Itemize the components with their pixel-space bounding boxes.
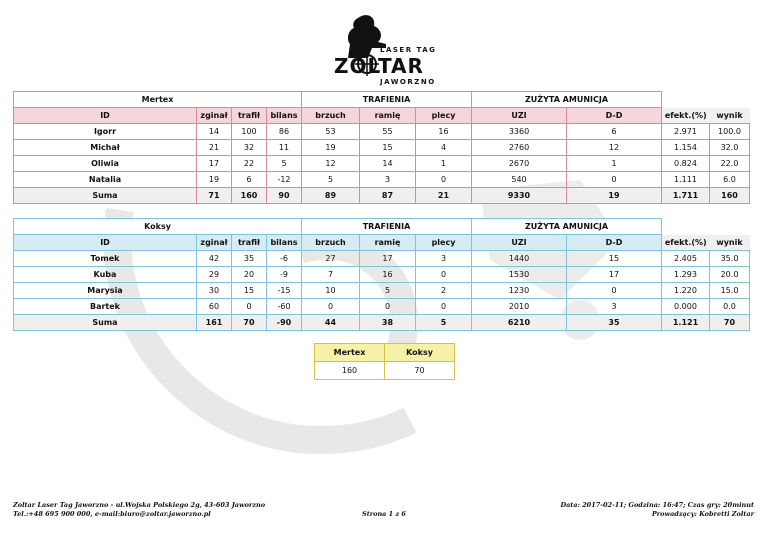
team-table-koksy [13, 218, 750, 331]
cell: 100 [232, 124, 267, 140]
cell: 1.220 [662, 283, 710, 299]
cell: 86 [267, 124, 302, 140]
col-header: ramię [360, 108, 416, 124]
cell: 15 [360, 140, 416, 156]
cell: 32 [232, 140, 267, 156]
cell: 55 [360, 124, 416, 140]
cell: 6.0 [710, 172, 750, 188]
table-row [14, 251, 750, 267]
cell: 3360 [472, 124, 567, 140]
sum-cell: 5 [416, 315, 472, 331]
sum-cell: 1.711 [662, 188, 710, 204]
cell: 15 [567, 251, 662, 267]
cell: 540 [472, 172, 567, 188]
cell: 5 [302, 172, 360, 188]
sum-cell: -90 [267, 315, 302, 331]
footer-date-line: Data: 2017-02-11; Godzina: 16:47; Czas gry: 20minut [560, 501, 754, 509]
col-header: UZI [472, 108, 567, 124]
cell: 1.293 [662, 267, 710, 283]
cell: 1 [416, 156, 472, 172]
table-row [14, 124, 750, 140]
cell: -6 [267, 251, 302, 267]
col-header: bilans [267, 235, 302, 251]
cell: 0 [416, 172, 472, 188]
cell: 0 [232, 299, 267, 315]
cell: -60 [267, 299, 302, 315]
footer-game-info [560, 501, 754, 519]
cell: 30 [197, 283, 232, 299]
cell: 11 [267, 140, 302, 156]
col-header: ID [14, 108, 197, 124]
cell: 15.0 [710, 283, 750, 299]
cell: 7 [302, 267, 360, 283]
cell: 0.0 [710, 299, 750, 315]
cell: 15 [232, 283, 267, 299]
cell: 6 [232, 172, 267, 188]
table-row [14, 156, 750, 172]
cell: 22 [232, 156, 267, 172]
cell: 19 [302, 140, 360, 156]
col-header: wynik [710, 235, 750, 251]
cell: 6 [567, 124, 662, 140]
col-header: plecy [416, 108, 472, 124]
sum-cell: 44 [302, 315, 360, 331]
player-id: Oliwia [14, 156, 197, 172]
footer-address-line: Zoltar Laser Tag Jaworzno - ul.Wojska Polskiego 2g, 43-603 Jaworzno [13, 501, 266, 509]
player-id: Bartek [14, 299, 197, 315]
cell: 3 [416, 251, 472, 267]
cell: 2.405 [662, 251, 710, 267]
cell: 5 [360, 283, 416, 299]
cell: 17 [360, 251, 416, 267]
cell: 22.0 [710, 156, 750, 172]
cell: 12 [567, 140, 662, 156]
player-id: Kuba [14, 267, 197, 283]
cell: 20 [232, 267, 267, 283]
sum-cell: 87 [360, 188, 416, 204]
sum-row [14, 188, 750, 204]
sum-cell: 21 [416, 188, 472, 204]
cell: 4 [416, 140, 472, 156]
cell: 0 [416, 267, 472, 283]
cell: 3 [567, 299, 662, 315]
table-row [14, 283, 750, 299]
table-row [14, 140, 750, 156]
team-table-mertex [13, 91, 750, 204]
cell: 29 [197, 267, 232, 283]
sum-cell: 6210 [472, 315, 567, 331]
col-header: D-D [567, 235, 662, 251]
sum-cell: 71 [197, 188, 232, 204]
cell: 53 [302, 124, 360, 140]
cell: 10 [302, 283, 360, 299]
result-table [314, 343, 455, 380]
cell: 20.0 [710, 267, 750, 283]
group-hits: TRAFIENIA [302, 219, 472, 235]
sum-cell: 160 [710, 188, 750, 204]
cell: -12 [267, 172, 302, 188]
cell: 1230 [472, 283, 567, 299]
col-header: brzuch [302, 108, 360, 124]
cell: 100.0 [710, 124, 750, 140]
cell: 0 [416, 299, 472, 315]
player-id: Natalia [14, 172, 197, 188]
cell: 42 [197, 251, 232, 267]
sum-row [14, 315, 750, 331]
cell: -9 [267, 267, 302, 283]
col-header: brzuch [302, 235, 360, 251]
sum-label: Suma [14, 188, 197, 204]
team-name: Mertex [14, 92, 302, 108]
player-id: Tomek [14, 251, 197, 267]
sum-cell: 89 [302, 188, 360, 204]
page-number: Strona 1 z 6 [362, 510, 406, 518]
cell: 2760 [472, 140, 567, 156]
cell: 27 [302, 251, 360, 267]
footer-contact-line: Tel.:+48 695 900 000, e-mail:biuro@zoltar.jaworzno.pl [13, 510, 211, 518]
cell: -15 [267, 283, 302, 299]
cell: 16 [360, 267, 416, 283]
team-name: Koksy [14, 219, 302, 235]
player-id: Michał [14, 140, 197, 156]
cell: 0 [567, 172, 662, 188]
sum-cell: 38 [360, 315, 416, 331]
cell: 1530 [472, 267, 567, 283]
col-header: zginał [197, 108, 232, 124]
cell: 16 [416, 124, 472, 140]
sum-cell: 70 [710, 315, 750, 331]
cell: 0.000 [662, 299, 710, 315]
cell: 60 [197, 299, 232, 315]
group-ammo: ZUŻYTA AMUNICJA [472, 92, 662, 108]
sum-cell: 9330 [472, 188, 567, 204]
cell: 17 [567, 267, 662, 283]
col-header: UZI [472, 235, 567, 251]
footer-host-line: Prowadzący: Kobretti Zoltar [651, 510, 754, 518]
cell: 32.0 [710, 140, 750, 156]
col-header: trafił [232, 108, 267, 124]
cell: 14 [360, 156, 416, 172]
cell: 17 [197, 156, 232, 172]
cell: 14 [197, 124, 232, 140]
result-score: 70 [385, 362, 455, 380]
table-row [14, 172, 750, 188]
logo-top-text: LASER TAG [380, 46, 437, 54]
col-header: bilans [267, 108, 302, 124]
cell: 1.111 [662, 172, 710, 188]
footer-address [13, 501, 265, 519]
sum-cell: 90 [267, 188, 302, 204]
cell: 21 [197, 140, 232, 156]
cell: 19 [197, 172, 232, 188]
cell: 1440 [472, 251, 567, 267]
cell: 1 [567, 156, 662, 172]
cell: 0 [360, 299, 416, 315]
col-header: D-D [567, 108, 662, 124]
cell: 0.824 [662, 156, 710, 172]
sum-cell: 160 [232, 188, 267, 204]
sum-cell: 1.121 [662, 315, 710, 331]
col-header: plecy [416, 235, 472, 251]
col-header: efekt.(%) [662, 235, 710, 251]
sum-label: Suma [14, 315, 197, 331]
result-score: 160 [315, 362, 385, 380]
zoltar-logo [328, 10, 440, 88]
col-header: ramię [360, 235, 416, 251]
cell: 2.971 [662, 124, 710, 140]
sum-cell: 19 [567, 188, 662, 204]
cell: 35.0 [710, 251, 750, 267]
cell: 5 [267, 156, 302, 172]
cell: 0 [567, 283, 662, 299]
sum-cell: 161 [197, 315, 232, 331]
cell: 2 [416, 283, 472, 299]
sum-cell: 35 [567, 315, 662, 331]
col-header: wynik [710, 108, 750, 124]
table-row [14, 299, 750, 315]
group-hits: TRAFIENIA [302, 92, 472, 108]
table-row [14, 267, 750, 283]
cell: 2670 [472, 156, 567, 172]
cell: 1.154 [662, 140, 710, 156]
sum-cell: 70 [232, 315, 267, 331]
col-header: trafił [232, 235, 267, 251]
player-id: Igorr [14, 124, 197, 140]
result-team-name: Mertex [315, 344, 385, 362]
col-header: ID [14, 235, 197, 251]
cell: 12 [302, 156, 360, 172]
logo-name: ZOLTAR [334, 54, 424, 78]
cell: 35 [232, 251, 267, 267]
result-team-name: Koksy [385, 344, 455, 362]
logo-city: JAWORZNO [380, 78, 436, 86]
cell: 0 [302, 299, 360, 315]
group-ammo: ZUŻYTA AMUNICJA [472, 219, 662, 235]
cell: 3 [360, 172, 416, 188]
col-header: zginał [197, 235, 232, 251]
player-id: Marysia [14, 283, 197, 299]
col-header: efekt.(%) [662, 108, 710, 124]
cell: 2010 [472, 299, 567, 315]
